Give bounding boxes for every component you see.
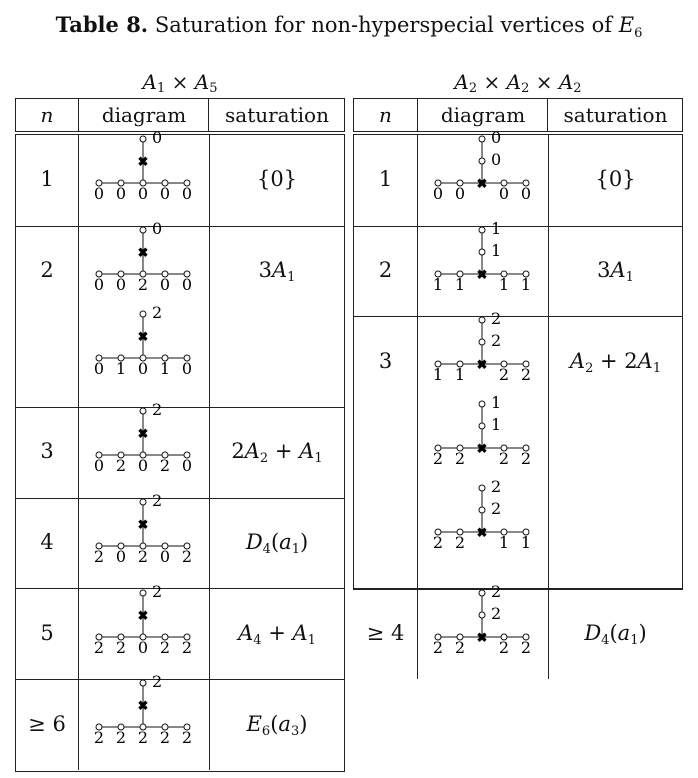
node-label: 0 [137,456,149,476]
cross-node: ✖ [137,427,149,443]
node-label: 2 [491,581,502,601]
node-label: 2 [159,637,171,657]
node-label: 0 [181,358,193,378]
node-label: 1 [454,365,466,385]
diagram-node [479,249,485,255]
node-label: 2 [181,728,193,748]
node-label: 1 [159,358,171,378]
node-label: 2 [152,302,163,322]
node-label: 2 [181,546,193,566]
table-row [354,218,682,318]
saturation-value: {0} [256,167,298,192]
diagram-node [479,227,485,233]
node-label: 2 [520,637,532,657]
table-row [16,218,344,408]
saturation-cell [210,407,344,498]
dynkin-diagram [418,128,532,215]
saturation-cell [549,135,682,226]
node-label: 0 [115,546,127,566]
caption-label: Table 8. [55,12,149,37]
node-label: 0 [491,128,502,147]
n-cell [16,135,78,226]
node-label: 1 [454,274,466,294]
node-label: 0 [181,184,193,203]
diagram-node [479,339,485,345]
node-label: 0 [93,358,105,378]
n-value: 5 [40,620,54,645]
cross-node: ✖ [137,155,149,170]
n-value: 1 [40,167,54,192]
node-label: 0 [159,546,171,566]
cross-node: ✖ [476,630,488,646]
header-diagram: diagram [417,99,548,131]
n-cell [16,407,78,498]
node-label: 2 [491,477,502,497]
dynkin-diagram [418,581,532,669]
saturation-cell [210,589,344,680]
node-label: 2 [454,449,466,469]
node-label: 2 [491,331,502,351]
node-label: 1 [520,274,532,294]
dynkin-diagram [79,490,193,578]
node-label: 2 [152,490,163,510]
diagram-node [140,136,146,142]
n-value: 3 [378,348,393,373]
saturation-cell [210,226,344,407]
node-label: 0 [181,274,193,294]
table-row [354,128,682,227]
header-diagram: diagram [78,99,209,131]
cross-node: ✖ [476,358,488,374]
cross-node: ✖ [137,245,149,261]
node-label: 2 [93,546,105,566]
diagram-cell [417,581,549,680]
n-cell [354,316,417,588]
node-label: 0 [454,184,466,203]
n-cell [354,589,417,680]
left-group-label: $A_1 \times A_5$ [142,70,218,96]
saturation-cell [210,679,344,770]
node-label: 0 [93,274,105,294]
saturation-value: $E_6(a_3)$ [246,711,308,739]
node-label: 1 [491,393,502,413]
table-row [16,581,344,681]
node-label: 0 [152,218,163,238]
cross-node: ✖ [137,329,149,345]
n-value: 1 [378,167,393,192]
node-label: 2 [491,309,502,329]
node-label: 0 [137,358,149,378]
node-label: 2 [115,637,127,657]
node-label: 1 [520,533,532,553]
diagram-node [479,507,485,513]
node-label: 2 [137,274,149,294]
saturation-value: {0} [595,167,636,192]
n-cell [354,226,417,317]
saturation-value: $A_2 + 2A_1$ [569,348,662,376]
cross-node: ✖ [476,526,488,542]
n-cell [16,226,78,407]
node-label: 2 [498,637,510,657]
caption-group: $E_6$ [618,13,643,42]
node-label: 2 [137,728,149,748]
diagram-node [140,680,146,686]
header-saturation: saturation [547,99,683,131]
right-group-label: $A_2 \times A_2 \times A_2$ [454,70,582,96]
node-label: 2 [454,533,466,553]
node-label: 0 [159,184,171,203]
diagram-cell [78,581,210,680]
header-n: n [40,103,54,127]
dynkin-diagram [418,477,532,564]
node-label: 2 [520,449,532,469]
diagram-node [479,317,485,323]
node-label: 0 [181,456,193,476]
node-label: 2 [137,546,149,566]
node-label: 0 [115,274,127,294]
node-label: 2 [152,581,163,601]
diagram-node [479,158,485,164]
node-label: 0 [115,184,127,203]
dynkin-diagram [418,309,532,396]
diagram-cell [78,672,210,770]
left-header-row [15,98,345,132]
dynkin-diagram [79,400,193,487]
cross-node: ✖ [137,517,149,533]
node-label: 2 [115,456,127,476]
diagram-node [140,499,146,505]
node-label: 2 [432,449,444,469]
diagram-node [479,423,485,429]
table-row [16,672,344,770]
diagram-node [140,408,146,414]
saturation-value: $D_4(a_1)$ [584,620,647,648]
node-label: 1 [498,533,510,553]
node-label: 2 [498,365,510,385]
diagram-node [479,401,485,407]
table-row [354,309,682,589]
table-row [16,400,344,499]
cross-node: ✖ [476,267,488,283]
saturation-value: $2A_2 + A_1$ [231,439,323,467]
n-cell [16,679,78,770]
node-label: 0 [520,184,532,203]
node-label: 1 [498,274,510,294]
caption-text: Saturation for non-hyperspecial vertices of [154,13,613,37]
node-label: 2 [520,365,532,385]
node-label: 0 [491,150,502,169]
node-label: 2 [93,728,105,748]
node-label: 2 [159,728,171,748]
node-label: 1 [491,240,502,260]
n-value: 2 [378,258,393,283]
table-row [16,128,344,227]
dynkin-diagram [79,128,193,215]
saturation-cell [210,498,344,589]
n-cell [16,589,78,680]
n-cell [354,135,417,226]
node-label: 2 [152,672,163,692]
n-value: ≥ 6 [28,711,66,736]
node-label: 2 [152,400,163,420]
node-label: 0 [498,184,510,203]
table-row [16,490,344,590]
right-header-row [353,98,683,132]
n-value: 2 [40,258,54,283]
diagram-cell [78,128,210,226]
node-label: 2 [432,637,444,657]
node-label: 2 [181,637,193,657]
right-table [353,128,683,657]
dynkin-diagram [418,393,532,480]
dynkin-diagram [79,581,193,669]
node-label: 0 [93,456,105,476]
saturation-cell [549,316,682,588]
node-label: 1 [432,365,444,385]
diagram-node [140,227,146,233]
saturation-value: $3A_1$ [597,258,634,286]
node-label: 1 [115,358,127,378]
node-label: 0 [137,637,149,657]
table-caption [0,12,698,41]
diagram-cell [78,490,210,589]
diagram-node [140,590,146,596]
n-value: 4 [40,530,54,555]
diagram-cell [417,128,549,226]
cross-node: ✖ [137,699,149,715]
saturation-value: $D_4(a_1)$ [245,530,309,558]
node-label: 0 [159,274,171,294]
node-label: 2 [93,637,105,657]
saturation-cell [210,135,344,226]
saturation-cell [549,589,682,680]
node-label: 2 [491,603,502,623]
dynkin-diagram [418,218,532,306]
node-label: 1 [432,274,444,294]
node-label: 2 [454,637,466,657]
header-n: n [379,103,392,127]
saturation-value: $A_4 + A_1$ [238,620,316,648]
cross-node: ✖ [137,608,149,624]
node-label: 2 [498,449,510,469]
saturation-value: $3A_1$ [258,258,296,286]
n-value: ≥ 4 [366,620,405,645]
diagram-cell [78,218,210,407]
dynkin-diagram [79,218,193,306]
diagram-node [479,485,485,491]
node-label: 0 [152,128,163,147]
saturation-cell [549,226,682,317]
diagram-cell [417,309,549,588]
diagram-node [479,590,485,596]
table-row [354,581,682,680]
header-saturation: saturation [208,99,345,131]
diagram-node [479,136,485,142]
node-label: 2 [432,533,444,553]
n-cell [16,498,78,589]
diagram-node [140,311,146,317]
dynkin-diagram [79,672,193,759]
node-label: 0 [432,184,444,203]
node-label: 1 [491,218,502,238]
node-label: 1 [491,415,502,435]
cross-node: ✖ [476,442,488,458]
node-label: 2 [491,499,502,519]
diagram-cell [417,218,549,317]
cross-node: ✖ [476,177,488,192]
node-label: 2 [115,728,127,748]
dynkin-diagram [79,302,193,390]
diagram-cell [78,400,210,498]
node-label: 2 [159,456,171,476]
node-label: 0 [93,184,105,203]
node-label: 0 [137,184,149,203]
diagram-node [479,612,485,618]
left-table [15,128,345,772]
n-value: 3 [40,439,54,464]
